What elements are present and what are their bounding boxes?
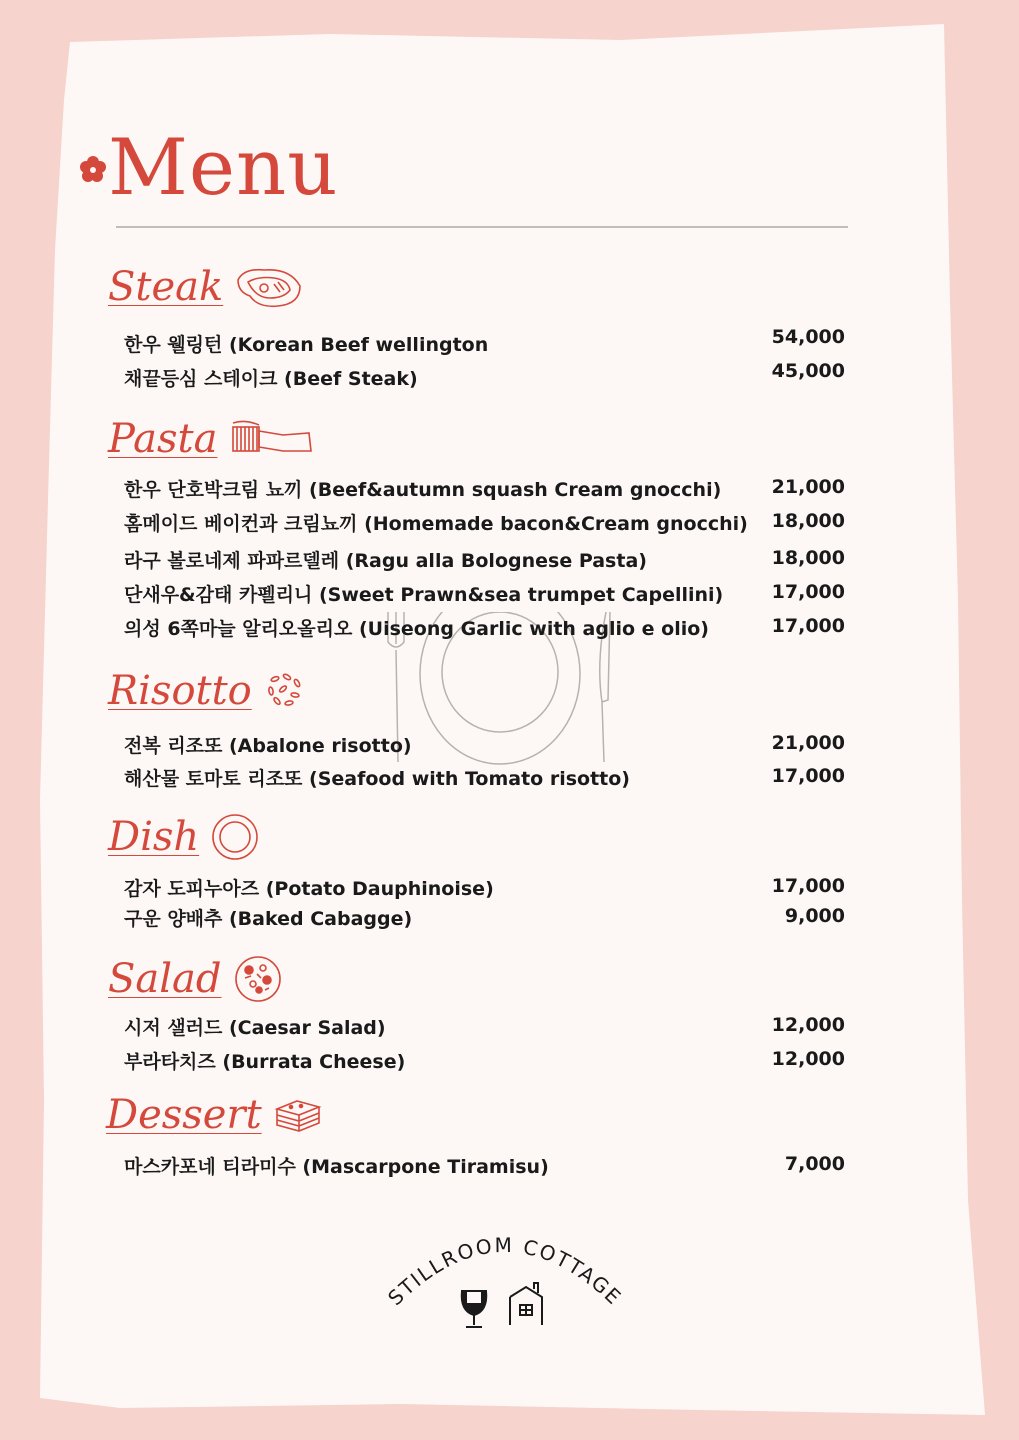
section-title-steak: Steak xyxy=(108,264,224,310)
salad-bowl-icon xyxy=(233,954,283,1004)
menu-item-name: 마스카포네 티라미수 (Mascarpone Tiramisu) xyxy=(124,1156,549,1178)
tiramisu-icon xyxy=(273,1095,323,1135)
section-steak xyxy=(108,264,304,314)
rice-grains-icon xyxy=(263,669,307,713)
menu-item-price: 12,000 xyxy=(771,1048,845,1070)
menu-item-price: 17,000 xyxy=(771,581,845,603)
plate-icon xyxy=(210,812,260,862)
menu-item-name: 홈메이드 베이컨과 크림뇨끼 (Homemade bacon&Cream gnocchi) xyxy=(124,513,748,535)
menu-item-name: 단새우&감태 카펠리니 (Sweet Prawn&sea trumpet Capellini) xyxy=(124,584,724,606)
section-dessert xyxy=(106,1092,323,1142)
section-title-pasta: Pasta xyxy=(108,416,218,462)
logo-house-icon xyxy=(510,1283,542,1325)
menu-item-name: 라구 볼로네제 파파르델레 (Ragu alla Bolognese Pasta) xyxy=(124,550,647,572)
section-risotto xyxy=(108,668,307,718)
menu-item-price: 54,000 xyxy=(771,326,845,348)
menu-item-name: 채끝등심 스테이크 (Beef Steak) xyxy=(124,368,418,390)
menu-item-price: 9,000 xyxy=(784,905,845,927)
menu-item-name: 한우 단호박크림 뇨끼 (Beef&autumn squash Cream gnocchi) xyxy=(124,479,722,501)
page-title: Menu xyxy=(108,123,339,213)
menu-item-name: 해산물 토마토 리조또 (Seafood with Tomato risotto) xyxy=(124,768,630,790)
section-salad xyxy=(108,954,283,1004)
menu-item-price: 21,000 xyxy=(771,476,845,498)
stillroom-cottage-logo xyxy=(380,1225,630,1335)
menu-item-price: 12,000 xyxy=(771,1014,845,1036)
menu-item-price: 7,000 xyxy=(784,1153,845,1175)
pasta-brush-icon xyxy=(229,417,315,461)
title-divider xyxy=(116,226,848,228)
section-title-risotto: Risotto xyxy=(108,668,252,714)
menu-item-price: 21,000 xyxy=(771,732,845,754)
section-dish xyxy=(108,812,260,862)
menu-item-name: 시저 샐러드 (Caesar Salad) xyxy=(124,1017,386,1039)
menu-item-name: 의성 6쪽마늘 알리오올리오 (Uiseong Garlic with aglio e olio) xyxy=(124,618,709,640)
steak-icon xyxy=(234,264,304,310)
section-title-dish: Dish xyxy=(108,814,200,860)
menu-item-name: 감자 도피누아즈 (Potato Dauphinoise) xyxy=(124,878,494,900)
menu-item-name: 한우 웰링턴 (Korean Beef wellington xyxy=(124,334,489,356)
menu-item-price: 17,000 xyxy=(771,615,845,637)
flower-icon xyxy=(78,154,108,184)
menu-item-price: 45,000 xyxy=(771,360,845,382)
menu-item-price: 17,000 xyxy=(771,765,845,787)
svg-text:STILLROOM COTTAGE xyxy=(383,1233,627,1310)
menu-item-name: 부라타치즈 (Burrata Cheese) xyxy=(124,1051,406,1073)
logo-wine-glass-icon xyxy=(462,1291,487,1327)
menu-item-price: 18,000 xyxy=(771,510,845,532)
menu-item-price: 17,000 xyxy=(771,875,845,897)
section-pasta xyxy=(108,416,315,466)
menu-item-name: 전복 리조또 (Abalone risotto) xyxy=(124,735,412,757)
section-title-dessert: Dessert xyxy=(106,1092,262,1138)
menu-item-price: 18,000 xyxy=(771,547,845,569)
menu-item-name: 구운 양배추 (Baked Cabagge) xyxy=(124,908,413,930)
logo-text: STILLROOM COTTAGE xyxy=(383,1232,627,1311)
section-title-salad: Salad xyxy=(108,956,222,1002)
